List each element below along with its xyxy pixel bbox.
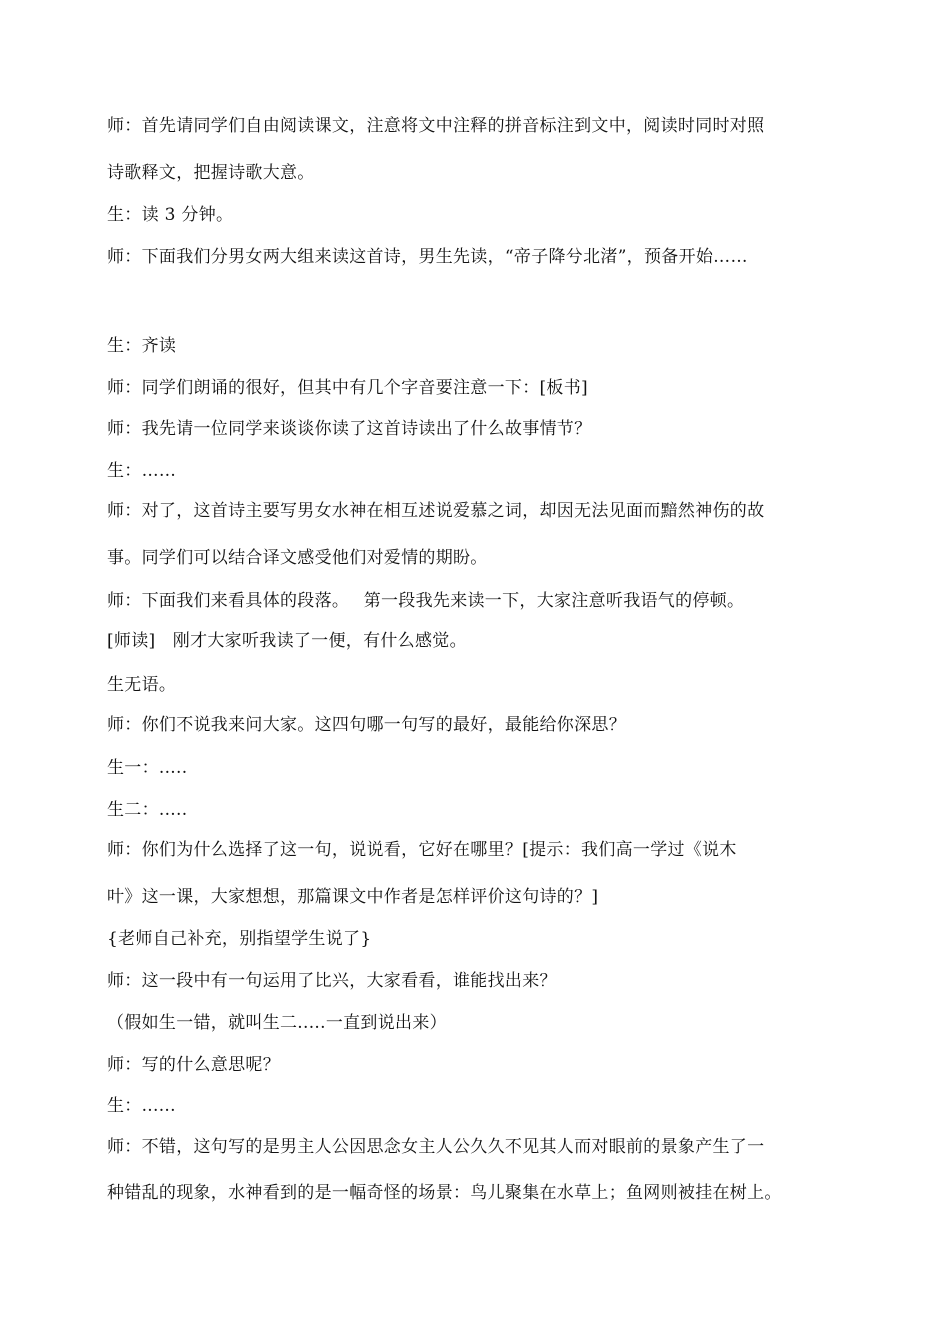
text-line: 生：…… [107, 461, 177, 481]
text-line: 师：你们为什么选择了这一句，说说看，它好在哪里？[提示：我们高一学过《说木 [107, 840, 737, 860]
text-line: 师：首先请同学们自由阅读课文，注意将文中注释的拼音标注到文中，阅读时同时对照 [107, 116, 765, 136]
text-line: 师：下面我们来看具体的段落。 第一段我先来读一下，大家注意听我语气的停顿。 [107, 591, 745, 611]
text-line: （假如生一错，就叫生二.....一直到说出来） [107, 1013, 447, 1033]
text-line: 生一：..... [107, 758, 188, 778]
text-line: 师：同学们朗诵的很好，但其中有几个字音要注意一下：[板书] [107, 378, 588, 398]
text-line: 事。同学们可以结合译文感受他们对爱情的期盼。 [107, 548, 488, 568]
text-line: 师：下面我们分男女两大组来读这首诗，男生先读，“帝子降兮北渚”，预备开始…… [107, 247, 748, 267]
text-line: 生无语。 [107, 675, 177, 695]
text-line: 师：写的什么意思呢？ [107, 1055, 280, 1075]
text-line: 生二：..... [107, 800, 188, 820]
text-line: 师：我先请一位同学来谈谈你读了这首诗读出了什么故事情节？ [107, 419, 592, 439]
text-line: {老师自己补充，别指望学生说了} [107, 929, 372, 949]
text-line: 叶》这一课，大家想想，那篇课文中作者是怎样评价这句诗的？] [107, 887, 599, 907]
text-line: 师：对了，这首诗主要写男女水神在相互述说爱慕之词，却因无法见面而黯然神伤的故 [107, 501, 765, 521]
text-line: 种错乱的现象，水神看到的是一幅奇怪的场景：鸟儿聚集在水草上；鱼网则被挂在树上。 [107, 1183, 782, 1203]
text-line: 师：你们不说我来问大家。这四句哪一句写的最好，最能给你深思？ [107, 715, 626, 735]
text-line: 师：这一段中有一句运用了比兴，大家看看，谁能找出来？ [107, 971, 557, 991]
text-line: 生：齐读 [107, 336, 177, 356]
text-line: 师：不错，这句写的是男主人公因思念女主人公久久不见其人而对眼前的景象产生了一 [107, 1137, 765, 1157]
text-line: 生：读 3 分钟。 [107, 205, 234, 225]
text-line: 诗歌释文，把握诗歌大意。 [107, 163, 315, 183]
text-line: [师读] 刚才大家听我读了一便，有什么感觉。 [107, 631, 467, 651]
text-line: 生：...... [107, 1096, 176, 1116]
